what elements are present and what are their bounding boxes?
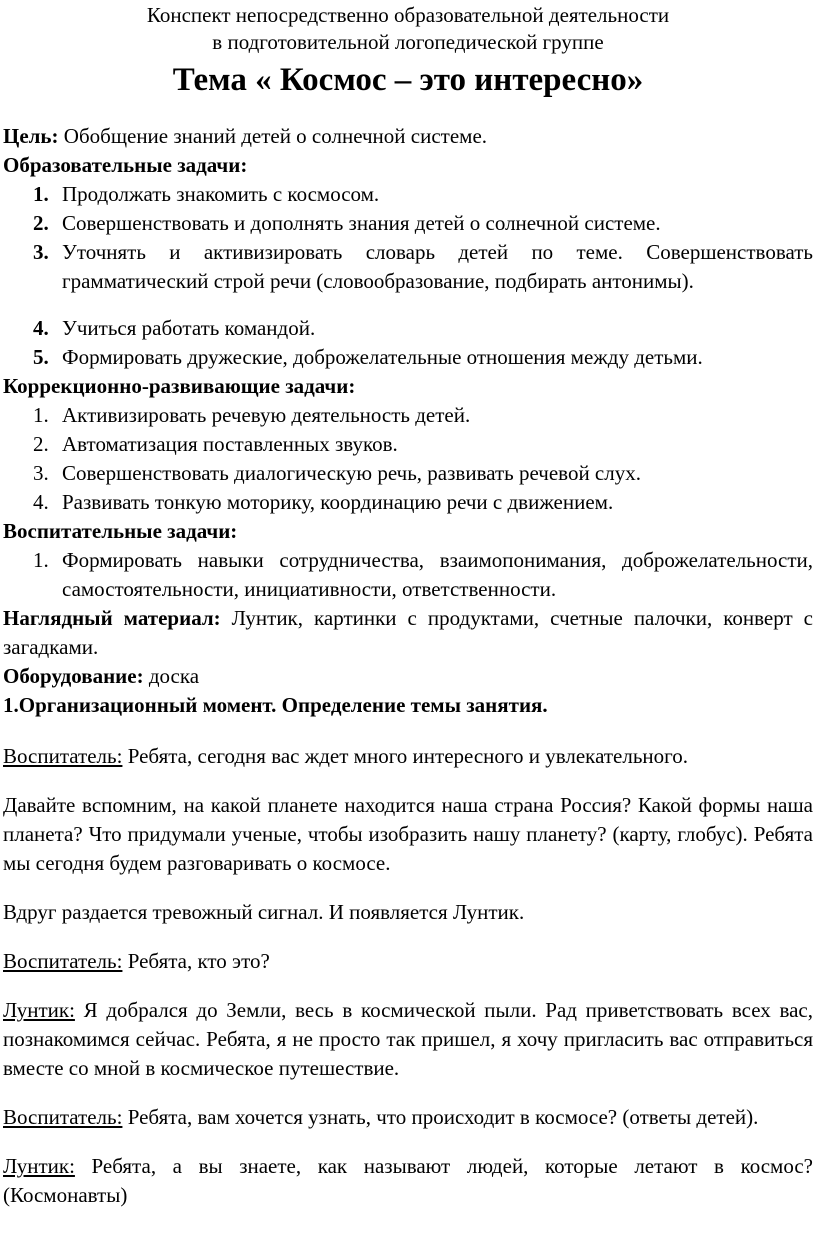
dialogue-line: Воспитатель: Ребята, кто это? (3, 949, 270, 973)
list-item: 1. Активизировать речевую деятельность детей. (33, 403, 471, 427)
dialogue-line: Вдруг раздается тревожный сигнал. И появляется Лунтик. (3, 900, 525, 924)
topic-title: Тема « Космос – это интересно» (172, 62, 644, 98)
list-item: 1. Продолжать знакомить с космосом. (33, 182, 380, 206)
goal-text: Обобщение знаний детей о солнечной системе. (58, 124, 488, 148)
dialogue-line: Давайте вспомним, на какой планете находится наша страна Россия? Какой формы наша планета? Что придумали ученые, чтобы изобразить нашу планету? (карту, глобус). Ребята мы сегодня будем разговаривать о космосе. (3, 793, 813, 875)
material-paragraph: Наглядный материал: Лунтик, картинки с продуктами, счетные палочки, конверт с загадками. (3, 606, 813, 659)
equipment-paragraph: Оборудование: доска (3, 664, 200, 688)
list-item: 4. Учиться работать командой. (33, 316, 316, 340)
edu-tasks-list (3, 180, 813, 296)
dialogue-line: Лунтик: Ребята, а вы знаете, как называют людей, которые летают в космос? (Космонавты) (3, 1154, 813, 1207)
edu-tasks-list-cont (3, 314, 813, 372)
header-line-2: в подготовительной логопедической группе (212, 30, 604, 54)
section-heading: 1.Организационный момент. Определение темы занятия. (3, 693, 548, 717)
goal-label: Цель: (3, 124, 59, 148)
dialogue-line: Воспитатель: Ребята, вам хочется узнать, что происходит в космосе? (ответы детей). (3, 1105, 759, 1129)
dialogue-line: Воспитатель: Ребята, сегодня вас ждет много интересного и увлекательного. (3, 744, 688, 768)
dialogue-line: Лунтик: Я добрался до Земли, весь в космической пыли. Рад приветствовать всех вас, познакомимся сейчас. Ребята, я не просто так пришел, я хочу пригласить вас отправиться вместе со мной в космическое путешествие. (3, 998, 813, 1080)
edu-tasks-title: Образовательные задачи: (3, 153, 248, 177)
list-item: 3. Совершенствовать диалогическую речь, развивать речевой слух. (33, 461, 641, 485)
header-line-1: Конспект непосредственно образовательной деятельности (146, 3, 670, 27)
vosp-tasks-list (3, 546, 813, 604)
vosp-tasks-title: Воспитательные задачи: (3, 519, 238, 543)
list-item: 4. Развивать тонкую моторику, координацию речи с движением. (33, 490, 614, 514)
corr-tasks-list (3, 401, 813, 517)
goal-paragraph (3, 122, 813, 151)
corr-tasks-title: Коррекционно-развивающие задачи: (3, 374, 356, 398)
list-item: 2. Автоматизация поставленных звуков. (33, 432, 398, 456)
list-item: 2. Совершенствовать и дополнять знания детей о солнечной системе. (33, 211, 661, 235)
list-item: 5. Формировать дружеские, доброжелательные отношения между детьми. (33, 345, 703, 369)
list-item: 1. Формировать навыки сотрудничества, взаимопонимания, доброжелательности, самостоятельности, инициативности, ответственности. (33, 548, 813, 601)
list-item: 3. Уточнять и активизировать словарь детей по теме. Совершенствовать грамматический строй речи (словообразование, подбирать антонимы). (33, 240, 813, 293)
